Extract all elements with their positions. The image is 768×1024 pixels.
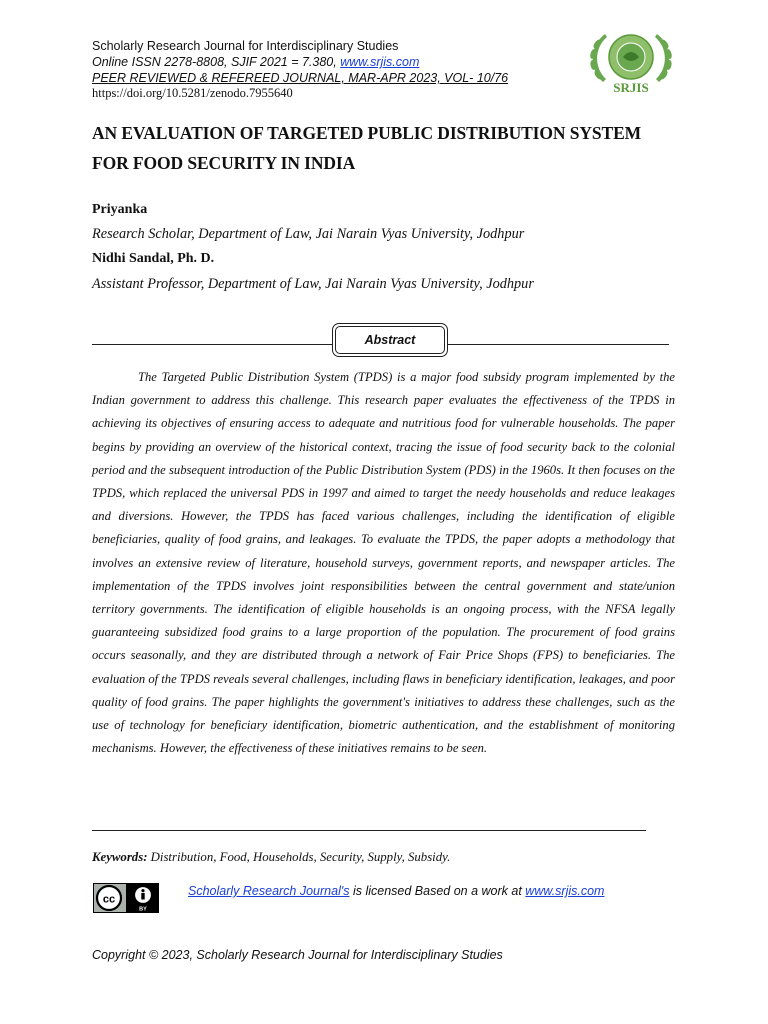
author-2-name: Nidhi Sandal, Ph. D. [92,251,215,266]
title-line-2: FOR FOOD SECURITY IN INDIA [92,153,356,173]
logo-text: SRJIS [613,80,649,95]
srjis-seal-logo [583,24,679,98]
author-1-name: Priyanka [92,202,148,217]
keywords-value: Distribution, Food, Households, Security, Supply, Subsidy. [147,850,451,864]
journal-website-link[interactable]: www.srjis.com [340,55,420,69]
keywords-divider [92,830,646,831]
copyright-text: Copyright © 2023, Scholarly Research Journal for Interdisciplinary Studies [92,948,503,962]
issn-text: Online ISSN 2278-8808, SJIF 2021 = 7.380, [92,55,341,69]
author-2-affiliation: Assistant Professor, Department of Law, Jai Narain Vyas University, Jodhpur [92,276,534,292]
paper-title [92,118,692,178]
cc-by-icon [93,883,159,913]
journal-license-link[interactable]: Scholarly Research Journal's [188,884,350,898]
peer-review-line: PEER REVIEWED & REFEREED JOURNAL, MAR-APR 2023, VOL- 10/76 [92,71,509,85]
journal-name: Scholarly Research Journal for Interdisciplinary Studies [92,39,399,53]
abstract-label: Abstract [335,326,445,354]
title-line-1: AN EVALUATION OF TARGETED PUBLIC DISTRIBUTION SYSTEM [92,123,642,143]
abstract-label-box [332,323,448,357]
abstract-divider-right [448,344,669,345]
doi-text: https://doi.org/10.5281/zenodo.7955640 [92,86,293,100]
srjis-website-link[interactable]: www.srjis.com [525,884,605,898]
abstract-divider-left [92,344,332,345]
journal-header [92,38,508,86]
license-middle-text: is licensed Based on a work at [349,884,526,898]
svg-text:cc: cc [102,893,116,906]
author-1-affiliation: Research Scholar, Department of Law, Jai Narain Vyas University, Jodhpur [92,226,525,242]
svg-text:BY: BY [139,906,147,913]
keywords-label: Keywords: [92,850,148,864]
abstract-text: The Targeted Public Distribution System (TPDS) is a major food subsidy program implemented by the Indian government to address this challenge. This research paper evaluates the effectiveness of the TPDS in achieving its objectives of ensuring access to adequate and nutritious food for vulnerable households. The paper begins by providing an overview of the historical context, tracing the issue of food security back to the colonial period and the subsequent introduction of the Public Distribution System (PDS) in the 1960s. It then focuses on the TPDS, which replaced the universal PDS in 1997 and aimed to target the needy households and reduce leakages and diversions. However, the TPDS has faced various challenges, including the identification of eligible beneficiaries, quality of food grains, and leakages. To evaluate the TPDS, the paper adopts a methodology that involves an extensive review of literature, household surveys, government reports, and newspaper articles. The implementation of the TPDS involves joint responsibilities between the central government and state/union territory governments. The identification of eligible households is an ongoing process, with the NFSA legally guaranteeing subsidized food grains to a large proportion of the population. The procurement of food grains occurs seasonally, and they are distributed through a network of Fair Price Shops (FPS) to beneficiaries. The evaluation of the TPDS reveals several challenges, including flaws in beneficiary identification, leakages, and poor quality of food grains. The paper highlights the government's initiatives to address these challenges, such as the use of technology for beneficiary identification, biometric authentication, and the establishment of monitoring mechanisms. However, the effectiveness of these initiatives remains to be seen. [92,370,675,756]
license-statement [188,884,604,898]
keywords [92,850,450,865]
issn-line [92,54,508,70]
